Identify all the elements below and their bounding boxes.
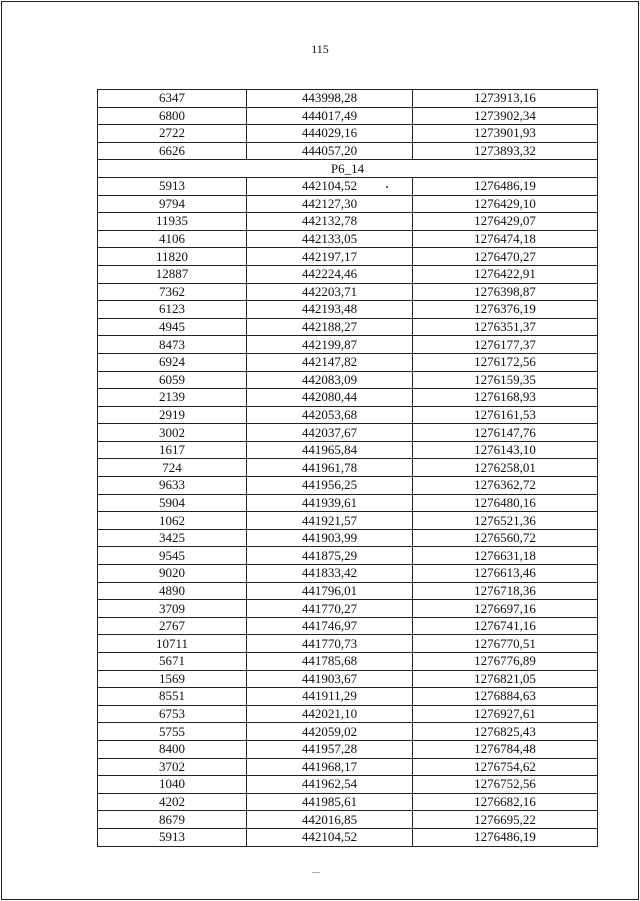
table-row — [98, 723, 598, 741]
scan-speck — [386, 186, 388, 188]
point-number-cell: 4890 — [98, 582, 247, 600]
table-row — [98, 142, 598, 160]
x-coordinate-cell: 441956,25 — [247, 477, 413, 495]
y-coordinate-cell: 1276695,22 — [413, 811, 598, 829]
point-number-cell: 1040 — [98, 776, 247, 794]
x-coordinate-cell: 441985,61 — [247, 793, 413, 811]
point-number-cell: 2919 — [98, 406, 247, 424]
y-coordinate-cell: 1276718,36 — [413, 582, 598, 600]
point-number-cell: 1569 — [98, 670, 247, 688]
point-number-cell: 5755 — [98, 723, 247, 741]
x-coordinate-cell: 442059,02 — [247, 723, 413, 741]
y-coordinate-cell: 1273893,32 — [413, 142, 598, 160]
y-coordinate-cell: 1276474,18 — [413, 230, 598, 248]
x-coordinate-cell: 441770,27 — [247, 600, 413, 618]
point-number-cell: 2722 — [98, 125, 247, 143]
y-coordinate-cell: 1276351,37 — [413, 318, 598, 336]
point-number-cell: 8551 — [98, 688, 247, 706]
table-row — [98, 90, 598, 108]
point-number-cell: 3002 — [98, 424, 247, 442]
y-coordinate-cell: 1276784,48 — [413, 740, 598, 758]
y-coordinate-cell: 1276480,16 — [413, 494, 598, 512]
x-coordinate-cell: 444017,49 — [247, 107, 413, 125]
table-row — [98, 353, 598, 371]
y-coordinate-cell: 1276825,43 — [413, 723, 598, 741]
point-number-cell: 4202 — [98, 793, 247, 811]
table-row — [98, 301, 598, 319]
y-coordinate-cell: 1276486,19 — [413, 828, 598, 846]
x-coordinate-cell: 442132,78 — [247, 213, 413, 231]
table-row — [98, 758, 598, 776]
point-number-cell: 8679 — [98, 811, 247, 829]
table-row — [98, 635, 598, 653]
y-coordinate-cell: 1276884,63 — [413, 688, 598, 706]
x-coordinate-cell: 442104,52 — [247, 177, 413, 195]
table-row — [98, 811, 598, 829]
y-coordinate-cell: 1273901,93 — [413, 125, 598, 143]
point-number-cell: 10711 — [98, 635, 247, 653]
x-coordinate-cell: 442197,17 — [247, 248, 413, 266]
x-coordinate-cell: 441961,78 — [247, 459, 413, 477]
point-number-cell: 9545 — [98, 547, 247, 565]
x-coordinate-cell: 442021,10 — [247, 705, 413, 723]
table-row — [98, 529, 598, 547]
y-coordinate-cell: 1276147,76 — [413, 424, 598, 442]
x-coordinate-cell: 444057,20 — [247, 142, 413, 160]
point-number-cell: 2767 — [98, 617, 247, 635]
table-row — [98, 406, 598, 424]
y-coordinate-cell: 1276741,16 — [413, 617, 598, 635]
x-coordinate-cell: 442193,48 — [247, 301, 413, 319]
point-number-cell: 3709 — [98, 600, 247, 618]
x-coordinate-cell: 442188,27 — [247, 318, 413, 336]
x-coordinate-cell: 441939,61 — [247, 494, 413, 512]
x-coordinate-cell: 443998,28 — [247, 90, 413, 108]
point-number-cell: 5913 — [98, 828, 247, 846]
x-coordinate-cell: 442133,05 — [247, 230, 413, 248]
table-row — [98, 195, 598, 213]
coordinates-table-body — [98, 90, 598, 847]
point-number-cell: 6347 — [98, 90, 247, 108]
table-row — [98, 389, 598, 407]
x-coordinate-cell: 442199,87 — [247, 336, 413, 354]
table-row — [98, 565, 598, 583]
x-coordinate-cell: 441746,97 — [247, 617, 413, 635]
y-coordinate-cell: 1273913,16 — [413, 90, 598, 108]
y-coordinate-cell: 1276697,16 — [413, 600, 598, 618]
point-number-cell: 5904 — [98, 494, 247, 512]
point-number-cell: 6800 — [98, 107, 247, 125]
table-row — [98, 213, 598, 231]
table-row — [98, 582, 598, 600]
table-row — [98, 740, 598, 758]
point-number-cell: 6123 — [98, 301, 247, 319]
y-coordinate-cell: 1276613,46 — [413, 565, 598, 583]
point-number-cell: 9794 — [98, 195, 247, 213]
y-coordinate-cell: 1276776,89 — [413, 653, 598, 671]
x-coordinate-cell: 442080,44 — [247, 389, 413, 407]
table-row — [98, 177, 598, 195]
x-coordinate-cell: 441903,99 — [247, 529, 413, 547]
x-coordinate-cell: 441962,54 — [247, 776, 413, 794]
point-number-cell: 7362 — [98, 283, 247, 301]
x-coordinate-cell: 441968,17 — [247, 758, 413, 776]
point-number-cell: 1062 — [98, 512, 247, 530]
x-coordinate-cell: 441965,84 — [247, 441, 413, 459]
table-row — [98, 265, 598, 283]
point-number-cell: 6753 — [98, 705, 247, 723]
x-coordinate-cell: 441911,29 — [247, 688, 413, 706]
y-coordinate-cell: 1276376,19 — [413, 301, 598, 319]
y-coordinate-cell: 1276821,05 — [413, 670, 598, 688]
x-coordinate-cell: 441875,29 — [247, 547, 413, 565]
x-coordinate-cell: 442104,52 — [247, 828, 413, 846]
table-row — [98, 318, 598, 336]
point-number-cell: 12887 — [98, 265, 247, 283]
y-coordinate-cell: 1276172,56 — [413, 353, 598, 371]
y-coordinate-cell: 1276143,10 — [413, 441, 598, 459]
x-coordinate-cell: 441921,57 — [247, 512, 413, 530]
section-heading-row — [98, 160, 598, 178]
y-coordinate-cell: 1276927,61 — [413, 705, 598, 723]
y-coordinate-cell: 1276752,56 — [413, 776, 598, 794]
x-coordinate-cell: 442053,68 — [247, 406, 413, 424]
point-number-cell: 5671 — [98, 653, 247, 671]
table-row — [98, 705, 598, 723]
y-coordinate-cell: 1276770,51 — [413, 635, 598, 653]
y-coordinate-cell: 1276631,18 — [413, 547, 598, 565]
x-coordinate-cell: 441957,28 — [247, 740, 413, 758]
y-coordinate-cell: 1276161,53 — [413, 406, 598, 424]
y-coordinate-cell: 1276168,93 — [413, 389, 598, 407]
table-row — [98, 441, 598, 459]
table-row — [98, 336, 598, 354]
table-row — [98, 688, 598, 706]
x-coordinate-cell: 441770,73 — [247, 635, 413, 653]
y-coordinate-cell: 1276422,91 — [413, 265, 598, 283]
table-row — [98, 600, 598, 618]
point-number-cell: 11820 — [98, 248, 247, 266]
x-coordinate-cell: 442037,67 — [247, 424, 413, 442]
point-number-cell: 9633 — [98, 477, 247, 495]
x-coordinate-cell: 441903,67 — [247, 670, 413, 688]
table-row — [98, 793, 598, 811]
x-coordinate-cell: 444029,16 — [247, 125, 413, 143]
table-row — [98, 248, 598, 266]
x-coordinate-cell: 442127,30 — [247, 195, 413, 213]
scan-mark — [312, 872, 320, 873]
table-row — [98, 670, 598, 688]
table-row — [98, 283, 598, 301]
point-number-cell: 8400 — [98, 740, 247, 758]
table-row — [98, 230, 598, 248]
table-row — [98, 371, 598, 389]
section-heading: Р6_14 — [98, 160, 598, 178]
table-row — [98, 494, 598, 512]
point-number-cell: 3425 — [98, 529, 247, 547]
y-coordinate-cell: 1276258,01 — [413, 459, 598, 477]
table-row — [98, 653, 598, 671]
point-number-cell: 6924 — [98, 353, 247, 371]
point-number-cell: 6626 — [98, 142, 247, 160]
x-coordinate-cell: 442203,71 — [247, 283, 413, 301]
point-number-cell: 3702 — [98, 758, 247, 776]
y-coordinate-cell: 1276159,35 — [413, 371, 598, 389]
point-number-cell: 1617 — [98, 441, 247, 459]
point-number-cell: 4945 — [98, 318, 247, 336]
point-number-cell: 9020 — [98, 565, 247, 583]
x-coordinate-cell: 441796,01 — [247, 582, 413, 600]
coordinates-table — [97, 89, 598, 847]
y-coordinate-cell: 1276486,19 — [413, 177, 598, 195]
point-number-cell: 8473 — [98, 336, 247, 354]
x-coordinate-cell: 442147,82 — [247, 353, 413, 371]
point-number-cell: 724 — [98, 459, 247, 477]
point-number-cell: 4106 — [98, 230, 247, 248]
x-coordinate-cell: 442016,85 — [247, 811, 413, 829]
table-row — [98, 459, 598, 477]
table-row — [98, 547, 598, 565]
table-row — [98, 477, 598, 495]
table-row — [98, 617, 598, 635]
y-coordinate-cell: 1276362,72 — [413, 477, 598, 495]
table-row — [98, 107, 598, 125]
table-row — [98, 828, 598, 846]
y-coordinate-cell: 1276560,72 — [413, 529, 598, 547]
x-coordinate-cell: 441833,42 — [247, 565, 413, 583]
point-number-cell: 2139 — [98, 389, 247, 407]
y-coordinate-cell: 1276521,36 — [413, 512, 598, 530]
table-row — [98, 776, 598, 794]
point-number-cell: 6059 — [98, 371, 247, 389]
page-number: 115 — [311, 42, 329, 56]
table-row — [98, 512, 598, 530]
table-row — [98, 424, 598, 442]
y-coordinate-cell: 1276470,27 — [413, 248, 598, 266]
table-row — [98, 125, 598, 143]
y-coordinate-cell: 1273902,34 — [413, 107, 598, 125]
x-coordinate-cell: 442224,46 — [247, 265, 413, 283]
point-number-cell: 5913 — [98, 177, 247, 195]
y-coordinate-cell: 1276177,37 — [413, 336, 598, 354]
y-coordinate-cell: 1276429,07 — [413, 213, 598, 231]
y-coordinate-cell: 1276682,16 — [413, 793, 598, 811]
x-coordinate-cell: 441785,68 — [247, 653, 413, 671]
x-coordinate-cell: 442083,09 — [247, 371, 413, 389]
point-number-cell: 11935 — [98, 213, 247, 231]
y-coordinate-cell: 1276429,10 — [413, 195, 598, 213]
y-coordinate-cell: 1276754,62 — [413, 758, 598, 776]
y-coordinate-cell: 1276398,87 — [413, 283, 598, 301]
